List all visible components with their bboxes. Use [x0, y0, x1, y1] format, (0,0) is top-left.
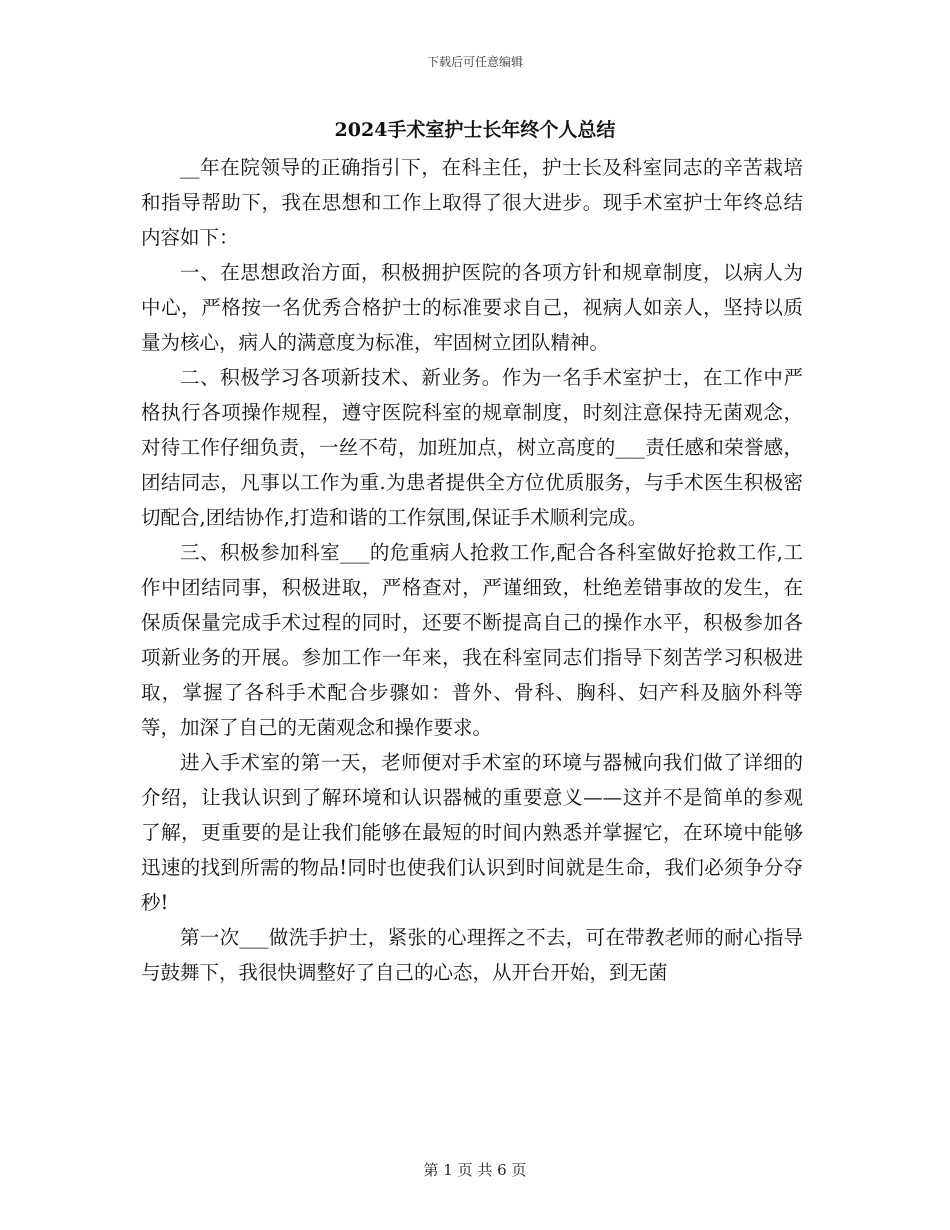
page-number: 第 1 页 共 6 页 — [423, 1161, 527, 1179]
paragraph-rescue: 三、积极参加科室___的危重病人抢救工作,配合各科室做好抢救工作,工作中团结同事，积极进取，严格查对，严谨细致，杜绝差错事故的发生，在保质保量完成手术过程的同时，还要不断提高自己的操作水平，积极参加各项新业务的开展。参加工作一年来，我在科室同志们指导下刻苦学习积极进取，掌握了各科手术配合步骤如：普外、骨科、胸科、妇产科及脑外科等等，加深了自己的无菌观念和操作要求。 — [141, 541, 803, 739]
paragraph-learning: 二、积极学习各项新技术、新业务。作为一名手术室护士，在工作中严格执行各项操作规程，遵守医院科室的规章制度，时刻注意保持无菌观念，对待工作仔细负责，一丝不苟，加班加点，树立高度的___责任感和荣誉感，团结同志，凡事以工作为重.为患者提供全方位优质服务，与手术医生积极密切配合,团结协作,打造和谐的工作氛围,保证手术顺利完成。 — [141, 366, 803, 529]
document-body — [141, 150, 803, 990]
document-title: 2024手术室护士长年终个人总结 — [334, 119, 616, 141]
paragraph-intro: __年在院领导的正确指引下，在科主任，护士长及科室同志的辛苦栽培和指导帮助下，我在思想和工作上取得了很大进步。现手术室护士年终总结内容如下： — [141, 156, 803, 249]
paragraph-first-scrub: 第一次___做洗手护士，紧张的心理挥之不去，可在带教老师的耐心指导与鼓舞下，我很快调整好了自己的心态，从开台开始，到无菌 — [141, 926, 803, 984]
paragraph-ideology: 一、在思想政治方面，积极拥护医院的各项方针和规章制度，以病人为中心，严格按一名优秀合格护士的标准要求自己，视病人如亲人，坚持以质量为核心，病人的满意度为标准，牢固树立团队精神。 — [141, 261, 803, 354]
paragraph-first-day: 进入手术室的第一天，老师便对手术室的环境与器械向我们做了详细的介绍，让我认识到了解环境和认识器械的重要意义——这并不是简单的参观了解，更重要的是让我们能够在最短的时间内熟悉并掌握它，在环境中能够迅速的找到所需的物品!同时也使我们认识到时间就是生命，我们必须争分夺秒! — [141, 751, 803, 914]
download-note: 下载后可任意编辑 — [426, 55, 523, 69]
